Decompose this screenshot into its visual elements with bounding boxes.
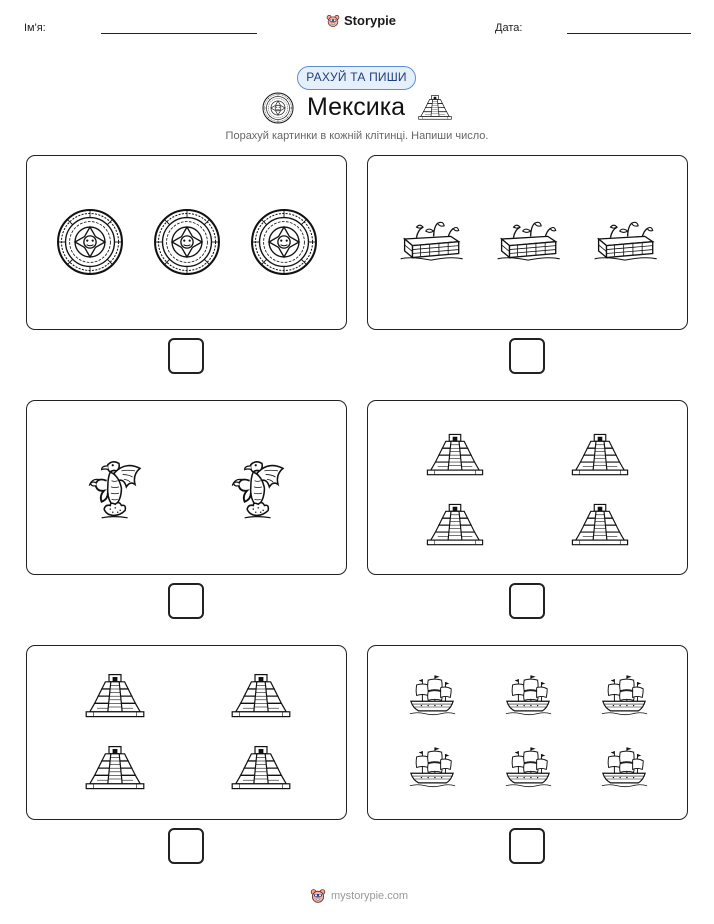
date-label: Дата:	[495, 22, 523, 34]
date-line[interactable]	[567, 33, 691, 34]
aztec-calendar-icon	[262, 92, 294, 124]
eagle-snake-icon	[224, 456, 290, 524]
page-title: Мексика	[307, 93, 406, 121]
exercise-card-2	[367, 155, 688, 330]
answer-box-2[interactable]	[509, 338, 545, 374]
answer-box-4[interactable]	[509, 583, 545, 619]
aztec-calendar-icon	[250, 208, 318, 276]
chinampa-garden-icon	[398, 216, 464, 266]
pyramid-icon	[570, 431, 630, 477]
answer-box-5[interactable]	[168, 828, 204, 864]
exercise-card-4	[367, 400, 688, 575]
pyramid-icon	[85, 740, 145, 794]
chinampa-garden-icon	[495, 216, 561, 266]
activity-badge: РАХУЙ ТА ПИШИ	[297, 66, 416, 90]
pyramid-icon	[418, 93, 452, 121]
name-line[interactable]	[101, 33, 257, 34]
exercise-card-6	[367, 645, 688, 820]
sailing-ship-icon	[600, 670, 648, 720]
exercise-card-1	[26, 155, 347, 330]
footer-url[interactable]: mystorypie.com	[331, 890, 409, 902]
chinampa-garden-icon	[592, 216, 658, 266]
sailing-ship-icon	[600, 742, 648, 792]
instructions: Порахуй картинки в кожній клітинці. Напиши число.	[225, 130, 489, 142]
aztec-calendar-icon	[56, 208, 124, 276]
sailing-ship-icon	[408, 742, 456, 792]
answer-box-3[interactable]	[168, 583, 204, 619]
pyramid-icon	[425, 501, 485, 547]
eagle-snake-icon	[81, 456, 147, 524]
exercise-card-3	[26, 400, 347, 575]
pyramid-icon	[85, 668, 145, 722]
pyramid-icon	[570, 501, 630, 547]
sailing-ship-icon	[504, 670, 552, 720]
bear-logo-icon	[326, 14, 340, 28]
sailing-ship-icon	[504, 742, 552, 792]
pyramid-icon	[425, 431, 485, 477]
name-label: Ім'я:	[24, 22, 46, 34]
brand-name: Storypie	[344, 13, 397, 28]
bear-logo-icon	[310, 888, 326, 904]
answer-box-1[interactable]	[168, 338, 204, 374]
sailing-ship-icon	[408, 670, 456, 720]
exercise-card-5	[26, 645, 347, 820]
aztec-calendar-icon	[153, 208, 221, 276]
footer	[310, 888, 408, 904]
pyramid-icon	[231, 668, 291, 722]
answer-box-6[interactable]	[509, 828, 545, 864]
brand-logo	[326, 13, 396, 28]
pyramid-icon	[231, 740, 291, 794]
